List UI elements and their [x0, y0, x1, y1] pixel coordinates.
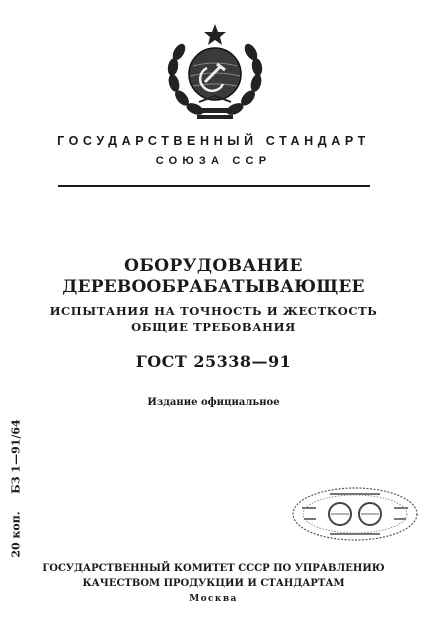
library-stamp-icon	[290, 485, 420, 543]
subtitle-line-2: ОБЩИЕ ТРЕБОВАНИЯ	[131, 320, 296, 334]
title-line-1: ОБОРУДОВАНИЕ	[124, 256, 303, 276]
sidebar-code: БЗ 1—91/64	[9, 419, 23, 494]
edition-label: Издание официальное	[147, 397, 280, 408]
footer-city: Москва	[189, 594, 238, 604]
subtitle-line-1: ИСПЫТАНИЯ НА ТОЧНОСТЬ И ЖЕСТКОСТЬ	[49, 304, 378, 318]
standard-number: ГОСТ 25338—91	[135, 352, 292, 371]
sidebar-price: 20 коп.	[9, 511, 23, 558]
header-divider	[58, 185, 370, 187]
header-state-standard: ГОСУДАРСТВЕННЫЙ СТАНДАРТ	[57, 134, 370, 148]
footer-committee-line-1: ГОСУДАРСТВЕННЫЙ КОМИТЕТ СССР ПО УПРАВЛЕНИЮ	[42, 563, 385, 574]
ussr-state-emblem-icon	[163, 22, 267, 126]
footer-committee-line-2: КАЧЕСТВОМ ПРОДУКЦИИ И СТАНДАРТАМ	[82, 578, 345, 589]
header-union: СОЮЗА ССР	[155, 155, 272, 167]
title-line-2: ДЕРЕВООБРАБАТЫВАЮЩЕЕ	[62, 277, 365, 297]
